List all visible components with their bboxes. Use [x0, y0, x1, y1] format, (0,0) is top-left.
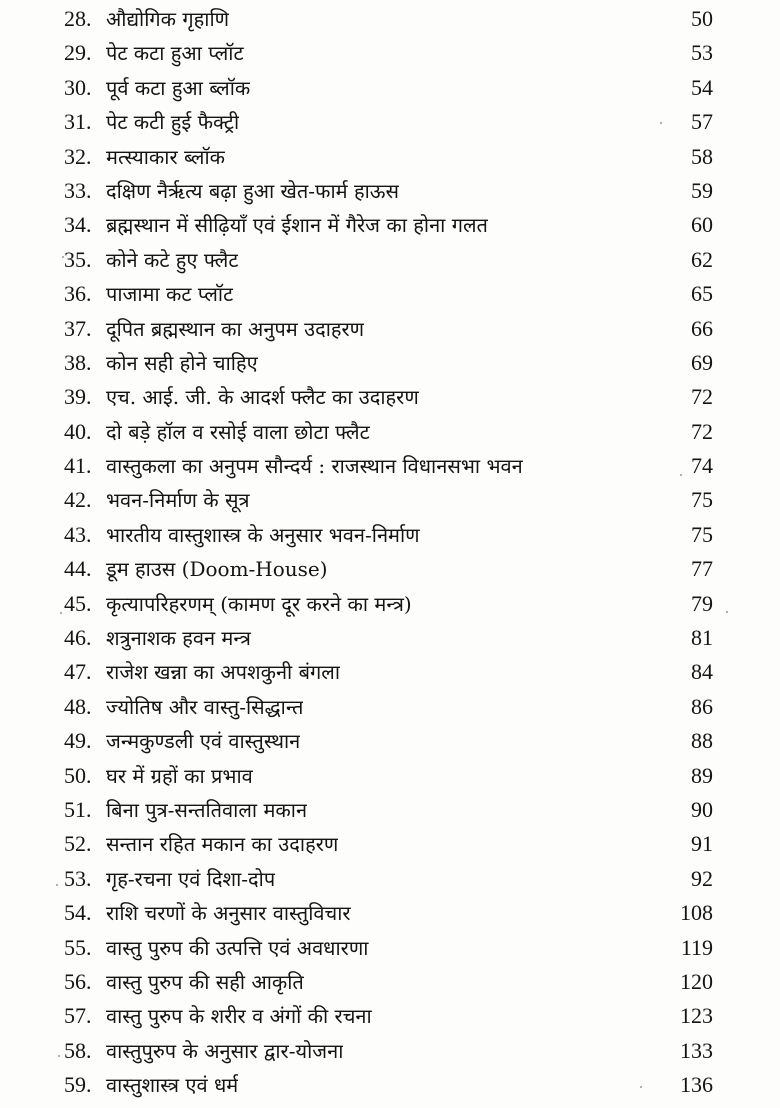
entry-number: 54.	[64, 900, 92, 926]
entry-number: 32.	[64, 143, 92, 169]
toc-entry	[0, 724, 780, 758]
entry-page-number: 120	[680, 968, 713, 994]
entry-page-number: 74	[691, 453, 713, 479]
toc-entry	[0, 1034, 780, 1068]
toc-entry	[0, 36, 780, 70]
table-of-contents	[0, 2, 780, 1103]
entry-number: 56.	[64, 968, 92, 994]
entry-title: वास्तु पुरुप के शरीर व अंगों की रचना	[106, 1004, 372, 1029]
entry-number: 58.	[64, 1037, 92, 1063]
entry-number: 33.	[64, 177, 92, 203]
entry-title: एच. आई. जी. के आदर्श फ्लैट का उदाहरण	[106, 385, 419, 410]
toc-entry	[0, 380, 780, 414]
toc-entry	[0, 999, 780, 1033]
entry-page-number: 88	[691, 728, 713, 754]
toc-entry	[0, 2, 780, 36]
entry-number: 36.	[64, 281, 92, 307]
scan-speck	[680, 474, 682, 476]
toc-entry	[0, 655, 780, 689]
scan-speck	[58, 1055, 60, 1057]
toc-entry	[0, 621, 780, 655]
entry-title: डूम हाउस (Doom-House)	[106, 557, 328, 582]
entry-title: ज्योतिष और वास्तु-सिद्धान्त	[106, 694, 304, 719]
entry-number: 51.	[64, 796, 92, 822]
entry-page-number: 75	[691, 521, 713, 547]
entry-number: 49.	[64, 728, 92, 754]
entry-number: 38.	[64, 349, 92, 375]
toc-entry	[0, 312, 780, 346]
entry-page-number: 72	[691, 384, 713, 410]
toc-entry	[0, 587, 780, 621]
toc-entry	[0, 552, 780, 586]
entry-title: वास्तुशास्त्र एवं धर्म	[106, 1073, 239, 1098]
entry-page-number: 136	[680, 1072, 713, 1098]
entry-title: ब्रह्मस्थान में सीढ़ियाँ एवं ईशान में गैरेज का होना गलत	[106, 213, 488, 238]
entry-page-number: 119	[680, 934, 713, 960]
toc-entry	[0, 483, 780, 517]
entry-number: 55.	[64, 934, 92, 960]
entry-number: 43.	[64, 521, 92, 547]
entry-title: औद्योगिक गृहाणि	[106, 7, 230, 31]
toc-entry	[0, 71, 780, 105]
toc-entry	[0, 1068, 780, 1102]
toc-entry	[0, 243, 780, 277]
toc-entry	[0, 518, 780, 552]
entry-page-number: 89	[691, 762, 713, 788]
scan-speck	[60, 612, 62, 614]
entry-title: दक्षिण नैर्ऋत्य बढ़ा हुआ खेत-फार्म हाऊस	[106, 178, 399, 203]
entry-number: 42.	[64, 487, 92, 513]
toc-entry	[0, 449, 780, 483]
entry-title: कोन सही होने चाहिए	[106, 350, 258, 375]
entry-page-number: 50	[691, 6, 713, 31]
entry-number: 28.	[64, 6, 92, 31]
entry-title: गृह-रचना एवं दिशा-दोप	[106, 866, 276, 891]
entry-title: वास्तु पुरुप की उत्पत्ति एवं अवधारणा	[106, 935, 369, 960]
scan-speck	[62, 256, 64, 258]
entry-title: शत्रुनाशक हवन मन्त्र	[106, 626, 251, 651]
entry-page-number: 72	[691, 418, 713, 444]
entry-number: 41.	[64, 453, 92, 479]
entry-page-number: 81	[691, 625, 713, 651]
entry-number: 35.	[64, 246, 92, 272]
entry-title: पूर्व कटा हुआ ब्लॉक	[106, 75, 251, 100]
entry-number: 30.	[64, 74, 92, 100]
entry-number: 31.	[64, 109, 92, 135]
entry-title: घर में ग्रहों का प्रभाव	[106, 763, 253, 788]
toc-entry	[0, 759, 780, 793]
toc-entry	[0, 827, 780, 861]
entry-page-number: 66	[691, 315, 713, 341]
entry-title: बिना पुत्र-सन्ततिवाला मकान	[106, 797, 308, 822]
entry-page-number: 77	[691, 556, 713, 582]
entry-page-number: 90	[691, 796, 713, 822]
entry-title: पेट कटा हुआ प्लॉट	[106, 41, 244, 66]
entry-page-number: 58	[691, 143, 713, 169]
toc-entry	[0, 690, 780, 724]
entry-number: 45.	[64, 590, 92, 616]
toc-entry	[0, 415, 780, 449]
entry-number: 29.	[64, 40, 92, 66]
entry-page-number: 59	[691, 177, 713, 203]
entry-number: 52.	[64, 831, 92, 857]
entry-page-number: 133	[680, 1037, 713, 1063]
entry-title: कृत्यापरिहरणम् (कामण दूर करने का मन्त्र)	[106, 591, 412, 616]
entry-title: मत्स्याकार ब्लॉक	[106, 144, 226, 169]
entry-title: सन्तान रहित मकान का उदाहरण	[106, 832, 339, 857]
entry-page-number: 65	[691, 281, 713, 307]
scan-speck	[660, 122, 662, 124]
entry-title: राशि चरणों के अनुसार वास्तुविचार	[106, 901, 351, 926]
entry-page-number: 54	[691, 74, 713, 100]
entry-number: 57.	[64, 1003, 92, 1029]
scan-speck	[56, 884, 58, 886]
entry-page-number: 84	[691, 659, 713, 685]
entry-page-number: 91	[691, 831, 713, 857]
entry-number: 34.	[64, 212, 92, 238]
entry-number: 40.	[64, 418, 92, 444]
toc-entry	[0, 208, 780, 242]
entry-title: पाजामा कट प्लॉट	[106, 282, 234, 307]
entry-number: 50.	[64, 762, 92, 788]
entry-page-number: 57	[691, 109, 713, 135]
entry-number: 59.	[64, 1072, 92, 1098]
entry-page-number: 108	[680, 900, 713, 926]
toc-entry	[0, 346, 780, 380]
entry-title: कोने कटे हुए फ्लैट	[106, 247, 239, 272]
scan-speck	[640, 1086, 642, 1088]
toc-entry	[0, 931, 780, 965]
entry-number: 37.	[64, 315, 92, 341]
entry-number: 39.	[64, 384, 92, 410]
entry-page-number: 75	[691, 487, 713, 513]
entry-title: भवन-निर्माण के सूत्र	[106, 488, 250, 513]
entry-page-number: 123	[680, 1003, 713, 1029]
entry-title: भारतीय वास्तुशास्त्र के अनुसार भवन-निर्माण	[106, 522, 420, 547]
entry-page-number: 79	[691, 590, 713, 616]
scan-speck	[726, 611, 728, 613]
entry-title: राजेश खन्ना का अपशकुनी बंगला	[106, 660, 341, 685]
entry-title: जन्मकुण्डली एवं वास्तुस्थान	[106, 729, 301, 754]
entry-page-number: 60	[691, 212, 713, 238]
entry-title: वास्तु पुरुप की सही आकृति	[106, 969, 304, 994]
entry-title: दूपित ब्रह्मस्थान का अनुपम उदाहरण	[106, 316, 365, 341]
toc-entry	[0, 793, 780, 827]
entry-page-number: 69	[691, 349, 713, 375]
entry-page-number: 86	[691, 693, 713, 719]
entry-page-number: 53	[691, 40, 713, 66]
entry-number: 48.	[64, 693, 92, 719]
toc-entry	[0, 896, 780, 930]
entry-title: वास्तुपुरुप के अनुसार द्वार-योजना	[106, 1038, 344, 1063]
entry-number: 44.	[64, 556, 92, 582]
toc-entry	[0, 277, 780, 311]
toc-entry	[0, 105, 780, 139]
entry-number: 53.	[64, 865, 92, 891]
toc-entry	[0, 140, 780, 174]
entry-title: पेट कटी हुई फैक्ट्री	[106, 110, 240, 135]
toc-entry	[0, 965, 780, 999]
entry-page-number: 62	[691, 246, 713, 272]
entry-number: 46.	[64, 625, 92, 651]
entry-number: 47.	[64, 659, 92, 685]
entry-title: वास्तुकला का अनुपम सौन्दर्य : राजस्थान विधानसभा भवन	[106, 454, 523, 479]
entry-title: दो बड़े हॉल व रसोई वाला छोटा फ्लैट	[106, 419, 370, 444]
entry-page-number: 92	[691, 865, 713, 891]
toc-entry	[0, 862, 780, 896]
toc-entry	[0, 174, 780, 208]
